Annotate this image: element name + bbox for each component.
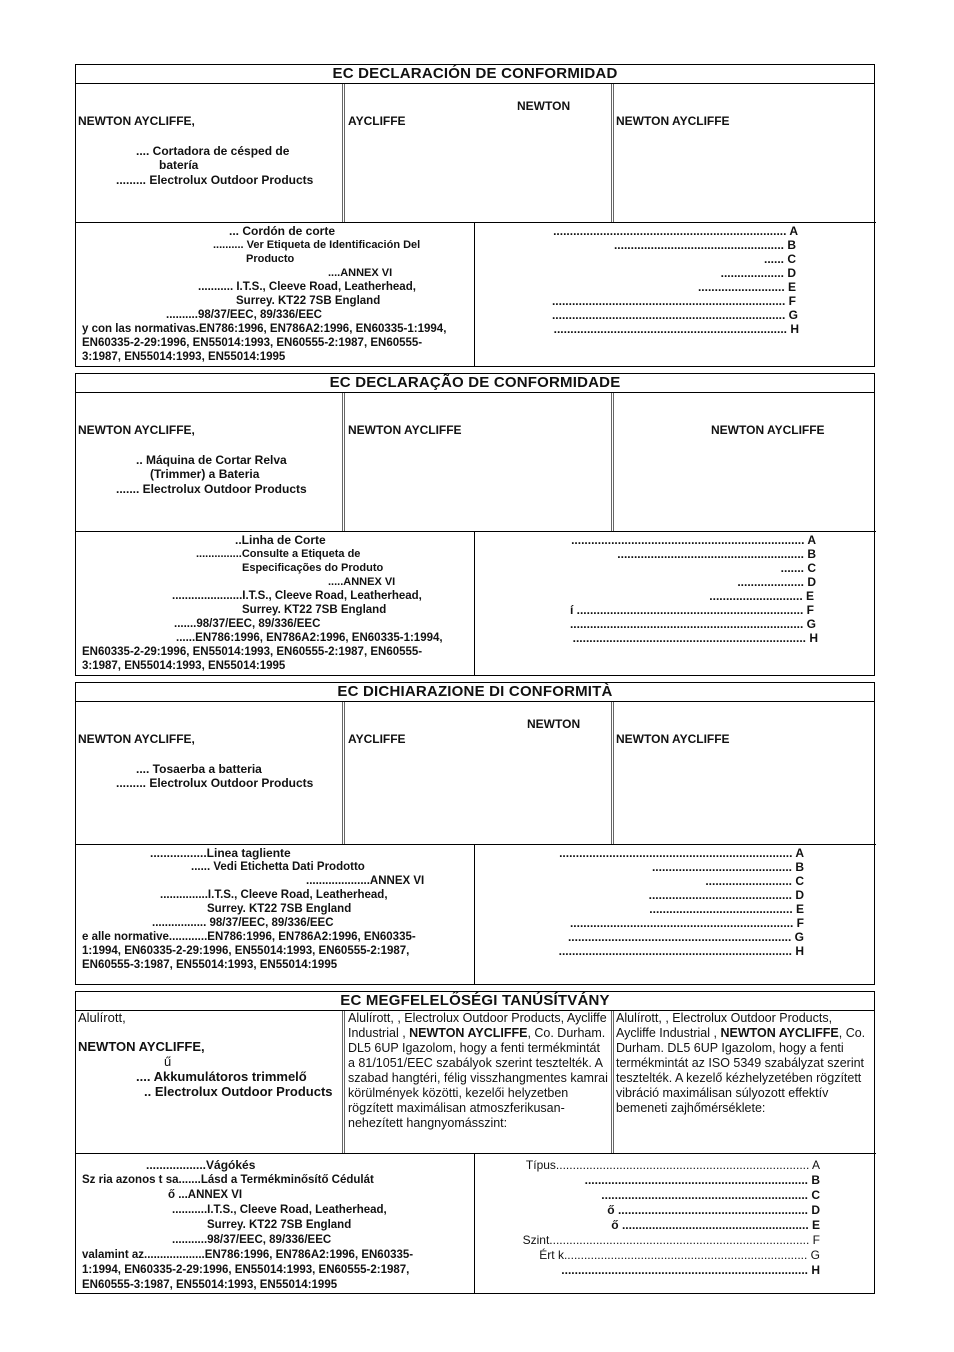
detail-line: .......... Ver Etiqueta de Identificación Del [213, 239, 421, 251]
spec-h: ...................................................................... H [558, 944, 804, 958]
col2-it [342, 702, 611, 844]
detail-line: ...........98/37/EEC, 89/336/EEC [172, 1234, 332, 1246]
company-hu: NEWTON AYCLIFFE, [78, 1039, 205, 1054]
spec-d: .................... D [737, 575, 816, 589]
detail-line: Especificações do Produto [242, 562, 384, 574]
detail-line: ...........I.T.S., Cleeve Road, Leatherhead, [172, 1204, 387, 1216]
spec-g: ...................................................................... G [551, 308, 798, 322]
declaration-pt [75, 373, 875, 676]
details-it [76, 844, 876, 985]
spec-f: ...................................................................... F [551, 294, 796, 308]
spec-d: ........................................... D [648, 888, 804, 902]
spec-e: ........................................... E [649, 902, 804, 916]
detail-line: ...... Vedi Etichetta Dati Prodotto [191, 861, 365, 873]
spec-e: ő ........................................................ E [611, 1218, 820, 1232]
c2-company-es: AYCLIFFE [348, 114, 406, 128]
detail-line: Surrey. KT22 7SB England [207, 1219, 352, 1231]
detail-line: valamint az...................EN786:1996, EN786A2:1996, EN60335- [82, 1249, 414, 1261]
spec-a: ...................................................................... A [553, 224, 798, 238]
spec-e: .......................... E [697, 280, 796, 294]
brand-hu: .. Electrolux Outdoor Products [144, 1084, 333, 1099]
declaration-it [75, 682, 875, 985]
col1-pt [76, 393, 342, 531]
detail-line: ...............Consulte a Etiqueta de [196, 548, 361, 560]
c2-top-it: NEWTON [527, 717, 581, 731]
spec-e: ............................ E [709, 589, 814, 603]
company-pt: NEWTON AYCLIFFE, [78, 423, 195, 437]
c3-company-it: NEWTON AYCLIFFE [616, 732, 730, 746]
detail-line: ......................I.T.S., Cleeve Road, Leatherhead, [172, 590, 422, 602]
detail-line: .......98/37/EEC, 89/336/EEC [174, 618, 321, 630]
detail-line: 3:1987, EN55014:1993, EN55014:1995 [82, 660, 286, 672]
product-it: .... Tosaerba a batteria [136, 762, 262, 776]
col2-es [342, 84, 611, 222]
detail-line: ...............I.T.S., Cleeve Road, Leatherhead, [160, 889, 388, 901]
declaration-es [75, 64, 875, 367]
col1-it [76, 702, 342, 844]
statement-vibration-hu: Alulírott, , Electrolux Outdoor Products, Aycliffe Industrial , NEWTON AYCLIFFE, Co. Durham. DL5 6UP Igazolom, hogy a fenti termékmintát az ISO 5349 szabályzat szerint tesztelték. A kezelő kézhelyzetében rögzített vibráció maximálisan súlyozott effektív bemeneti zajhőmérséklete: [616, 1011, 866, 1115]
spec-g: ................................................................... G [567, 930, 804, 944]
spec-a: Típus............................................................................ A [525, 1158, 820, 1172]
detail-line: EN60555-3:1987, EN55014:1993, EN55014:1995 [82, 959, 338, 971]
spec-a: ...................................................................... A [559, 846, 804, 860]
detail-line: Surrey. KT22 7SB England [242, 604, 387, 616]
spec-b: ................................................................... B [584, 1173, 820, 1187]
brand-it: ......... Electrolux Outdoor Products [116, 776, 314, 790]
company-es: NEWTON AYCLIFFE, [78, 114, 195, 128]
c2-top-es: NEWTON [517, 99, 571, 113]
details-es [76, 222, 876, 367]
detail-line: ........... I.T.S., Cleeve Road, Leatherhead, [198, 281, 416, 293]
spec-c: ....... C [780, 561, 816, 575]
declaration-hu [75, 991, 875, 1294]
col3-es [611, 84, 874, 222]
spec-h: .......................................................................... H [561, 1263, 820, 1277]
statement-noise-hu: Alulírott, , Electrolux Outdoor Products, Aycliffe Industrial , NEWTON AYCLIFFE, Co. Durham. DL5 6UP Igazolom, hogy a fenti termékmintát a 81/1051/EEC szabályok szerint tesztelték. A szabad hangtéri, félig visszhangmentes kamrai körülmények közötti, kezelői helyzetben rögzített maximálisan atmoszferikusan-nehezített hangnyomásszint: [348, 1011, 608, 1130]
detail-line: ................. 98/37/EEC, 89/336/EEC [152, 917, 334, 929]
details-hu [76, 1153, 876, 1294]
detail-line: ..Linha de Corte [235, 533, 326, 547]
col3-hu [611, 1011, 874, 1153]
col1-hu [76, 1011, 342, 1153]
detail-line: 3:1987, EN55014:1993, EN55014:1995 [82, 351, 286, 363]
brand-es: ......... Electrolux Outdoor Products [116, 173, 314, 187]
spec-a: ...................................................................... A [571, 533, 816, 547]
col2-hu [342, 1011, 611, 1153]
detail-line: ....................ANNEX VI [306, 875, 425, 887]
detail-line: ő ...ANNEX VI [168, 1189, 243, 1201]
title-es: EC DECLARACIÓN DE CONFORMIDAD [76, 65, 874, 84]
mark-hu: ű [164, 1054, 172, 1069]
spec-g: ...................................................................... G [569, 617, 816, 631]
detail-line: EN60335-2-29:1996, EN55014:1993, EN60555-2:1987, EN60555- [82, 337, 423, 349]
col3-pt [611, 393, 874, 531]
detail-line: .....ANNEX VI [328, 576, 396, 588]
col2-pt [342, 393, 611, 531]
c3-company-pt: NEWTON AYCLIFFE [711, 423, 825, 437]
c3-company-es: NEWTON AYCLIFFE [616, 114, 730, 128]
c2-company-pt: NEWTON AYCLIFFE [348, 423, 462, 437]
brand-pt: ....... Electrolux Outdoor Products [116, 482, 307, 496]
detail-line: ....ANNEX VI [328, 267, 393, 279]
spec-c: .............................................................. C [601, 1188, 820, 1202]
detail-line: ..................Vágókés [146, 1158, 256, 1172]
spec-h: ...................................................................... H [553, 322, 799, 336]
product-es-2: batería [159, 158, 199, 172]
detail-line: ... Cordón de corte [229, 224, 336, 238]
detail-line: Sz ria azonos t sa.......Lásd a Termékminősítő Cédulát [82, 1174, 374, 1186]
details-pt [76, 531, 876, 676]
spec-c: ...... C [763, 252, 796, 266]
spec-d: ő ......................................................... D [607, 1203, 820, 1217]
col3-it [611, 702, 874, 844]
detail-line: EN60555-3:1987, EN55014:1993, EN55014:1995 [82, 1279, 338, 1291]
spec-b: .......................................... B [651, 860, 804, 874]
detail-line: ..........98/37/EEC, 89/336/EEC [166, 309, 322, 321]
title-it: EC DICHIARAZIONE DI CONFORMITÀ [76, 683, 874, 702]
spec-f: ................................................................... F [569, 916, 804, 930]
spec-g: Ért k......................................................................... G [539, 1248, 820, 1262]
detail-line: Surrey. KT22 7SB England [236, 295, 381, 307]
detail-line: e alle normative............EN786:1996, EN786A2:1996, EN60335- [82, 931, 416, 943]
detail-line: 1:1994, EN60335-2-29:1996, EN55014:1993, EN60555-2:1987, [82, 945, 410, 957]
spec-f: Szint.............................................................................. F [522, 1233, 820, 1247]
product-pt: .. Máquina de Cortar Relva [136, 453, 287, 467]
product-hu: .... Akkumulátoros trimmelő [136, 1069, 307, 1084]
company-it: NEWTON AYCLIFFE, [78, 732, 195, 746]
detail-line: 1:1994, EN60335-2-29:1996, EN55014:1993, EN60555-2:1987, [82, 1264, 410, 1276]
spec-d: ................... D [720, 266, 796, 280]
spec-f: í .................................................................... F [569, 603, 814, 617]
spec-b: ................................................... B [613, 238, 796, 252]
c2-company-it: AYCLIFFE [348, 732, 406, 746]
detail-line: Producto [246, 253, 295, 265]
detail-line: EN60335-2-29:1996, EN55014:1993, EN60555-2:1987, EN60555- [82, 646, 423, 658]
product-es: .... Cortadora de césped de [136, 144, 290, 158]
detail-line: ......EN786:1996, EN786A2:1996, EN60335-1:1994, [176, 632, 443, 644]
product-pt-2: (Trimmer) a Bateria [150, 467, 260, 481]
col1-es [76, 84, 342, 222]
detail-line: y con las normativas.EN786:1996, EN786A2:1996, EN60335-1:1994, [82, 323, 447, 335]
title-hu: EC MEGFELELŐSÉGI TANÚSÍTVÁNY [76, 992, 874, 1011]
lead-hu: Alulírott, [78, 1010, 126, 1025]
detail-line: Surrey. KT22 7SB England [207, 903, 352, 915]
spec-h: ...................................................................... H [572, 631, 818, 645]
spec-b: ........................................................ B [617, 547, 816, 561]
title-pt: EC DECLARAÇÃO DE CONFORMIDADE [76, 374, 874, 393]
detail-line: .................Linea tagliente [150, 846, 291, 860]
spec-c: .......................... C [705, 874, 804, 888]
